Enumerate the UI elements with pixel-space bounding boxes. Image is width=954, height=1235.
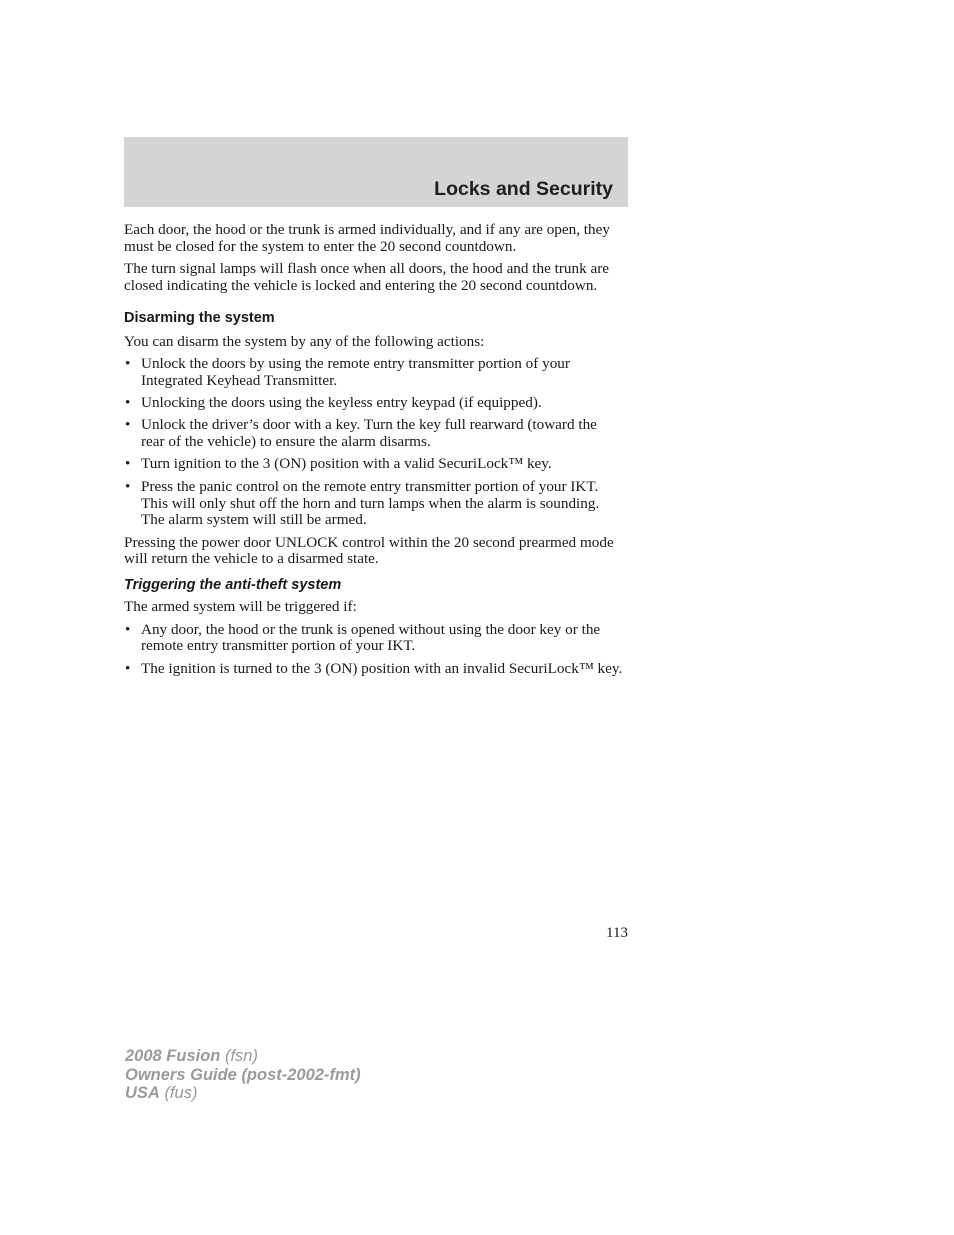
- paragraph-turn-signal-flash: The turn signal lamps will flash once when all doors, the hood and the trunk are closed indicating the vehicle is locked and entering the 20 second countdown.: [124, 260, 610, 294]
- bullet-glyph: •: [125, 354, 131, 372]
- document-footer: [125, 1047, 361, 1103]
- list-item: [124, 479, 624, 529]
- footer-guide: Owners Guide (post-2002-fmt): [125, 1065, 361, 1084]
- bullet-glyph: •: [125, 416, 131, 434]
- footer-line-model: [125, 1047, 361, 1066]
- list-item-text: The ignition is turned to the 3 (ON) position with an invalid SecuriLock™ key.: [141, 659, 623, 677]
- trigger-conditions-list: [124, 622, 624, 678]
- footer-model: 2008 Fusion: [125, 1047, 221, 1065]
- bullet-glyph: •: [125, 620, 131, 638]
- list-item-text: Press the panic control on the remote entry transmitter portion of your IKT. This will only shut off the horn and turn lamps when the alarm is sounding. The alarm system will still be armed.: [141, 477, 600, 529]
- footer-market: USA: [125, 1084, 160, 1102]
- paragraph-unlock-prearmed: Pressing the power door UNLOCK control within the 20 second prearmed mode will return the vehicle to a disarmed state.: [124, 533, 614, 568]
- bullet-glyph: •: [125, 659, 131, 677]
- list-item: [124, 395, 624, 412]
- list-item: [124, 661, 624, 678]
- list-item: [124, 356, 624, 390]
- footer-model-code: (fsn): [224, 1047, 258, 1065]
- section-header-band: [124, 137, 628, 207]
- list-item-text: Unlock the driver’s door with a key. Turn the key full rearward (toward the rear of the vehicle) to ensure the alarm disarms.: [141, 416, 597, 451]
- paragraph-trigger-intro: The armed system will be triggered if:: [124, 598, 357, 616]
- paragraph-disarm-intro: You can disarm the system by any of the following actions:: [124, 332, 485, 350]
- heading-disarming: Disarming the system: [124, 309, 275, 326]
- heading-triggering: Triggering the anti-theft system: [124, 577, 342, 594]
- page-number: 113: [606, 925, 628, 941]
- bullet-glyph: •: [125, 394, 131, 412]
- paragraph-armed-individually: Each door, the hood or the trunk is armed individually, and if any are open, they must be closed for the system to enter the 20 second countdown.: [124, 221, 610, 255]
- disarm-actions-list: [124, 356, 624, 529]
- list-item-text: Turn ignition to the 3 (ON) position with a valid SecuriLock™ key.: [141, 455, 552, 473]
- footer-market-code: (fus): [164, 1084, 198, 1102]
- bullet-glyph: •: [125, 455, 131, 473]
- footer-line-market: [125, 1084, 361, 1103]
- list-item-text: Any door, the hood or the trunk is opened without using the door key or the remote entry transmitter portion of your IKT.: [141, 620, 601, 655]
- bullet-glyph: •: [125, 477, 131, 495]
- list-item-text: Unlocking the doors using the keyless entry keypad (if equipped).: [141, 394, 542, 412]
- list-item: [124, 417, 624, 451]
- list-item-text: Unlock the doors by using the remote entry transmitter portion of your Integrated Keyhead Transmitter.: [141, 354, 570, 389]
- list-item: [124, 622, 624, 656]
- page-content: [124, 222, 624, 683]
- section-title: Locks and Security: [434, 178, 613, 200]
- footer-line-guide: [125, 1066, 361, 1085]
- list-item: [124, 456, 624, 473]
